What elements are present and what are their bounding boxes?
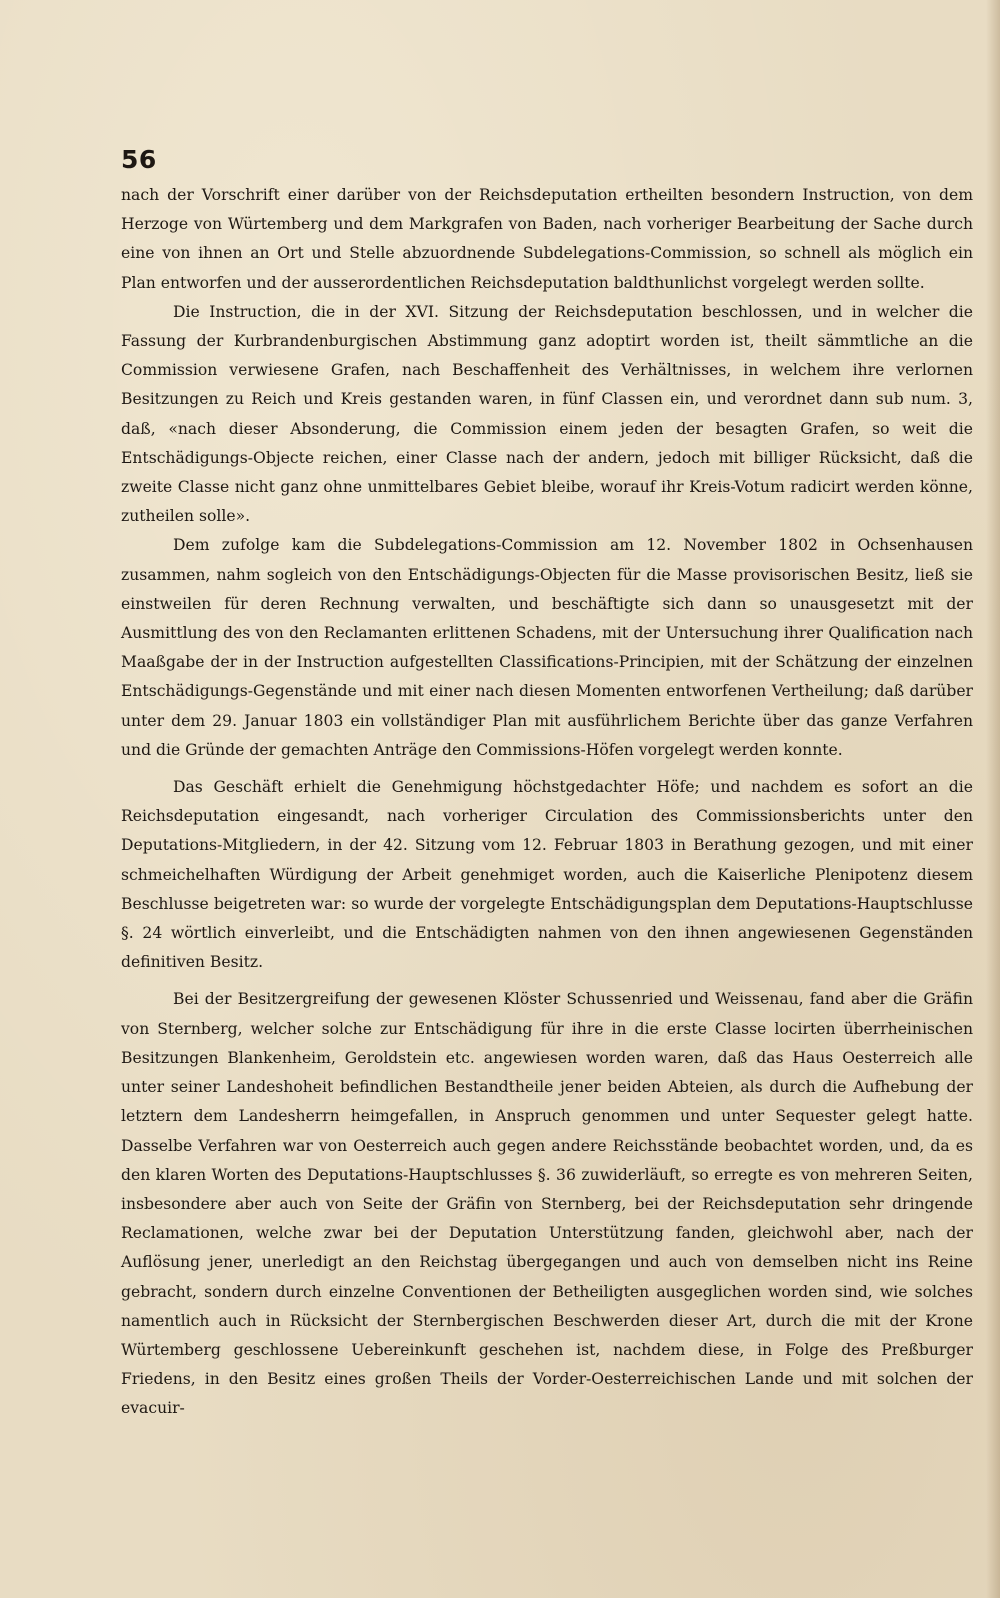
paragraph-continuation: nach der Vorschrift einer darüber von der Reichsdeputation ertheilten besondern Instruction, von dem Herzoge von Würtemberg und dem Markgrafen von Baden, nach vorheriger Bearbeitung der Sache durch eine von ihnen an Ort und Stelle abzuordnende Subdelegations-Commission, so schnell als möglich ein Plan entworfen und der ausserordentlichen Reichsdeputation baldthunlichst vorgelegt werden sollte. — [121, 186, 973, 292]
page-edge-shadow — [986, 0, 1000, 1598]
paragraph-approval: Das Geschäft erhielt die Genehmigung höchstgedachter Höfe; und nachdem es sofort an die Reichsdeputation eingesandt, nach vorheriger Circulation des Commissionsberichts unter den Deputations-Mitgliedern, in der 42. Sitzung vom 12. Februar 1803 in Berathung gezogen, und mit einer schmeichelhaften Würdigung der Arbeit genehmiget worden, auch die Kaiserliche Plenipotenz diesem Beschlusse beigetreten war: so wurde der vorgelegte Entschädigungsplan dem Deputations-Hauptschlusse §. 24 wörtlich einverleibt, und die Entschädigten nahmen von den ihnen angewiesenen Gegenständen definitiven Besitz. — [121, 778, 973, 972]
body-text — [121, 181, 973, 1424]
paragraph-instruction: Die Instruction, die in der XVI. Sitzung der Reichsdeputation beschlossen, und in welcher die Fassung der Kurbrandenburgischen Abstimmung ganz adoptirt worden ist, theilt sämmtliche an die Commission verwiesene Grafen, nach Beschaffenheit des Verhältnisses, in welchem ihre verlornen Besitzungen zu Reich und Kreis gestanden waren, in fünf Classen ein, und verordnet dann sub num. 3, daß, «nach dieser Absonderung, die Commission einem jeden der besagten Grafen, so weit die Entschädigungs-Objecte reichen, einer Classe nach der andern, jedoch mit billiger Rücksicht, daß die zweite Classe nicht ganz ohne unmittelbares Gebiet bleibe, worauf ihr Kreis-Votum radicirt werden könne, zutheilen solle». — [121, 302, 973, 526]
paragraph-possession: Bei der Besitzergreifung der gewesenen Klöster Schussenried und Weissenau, fand aber die Gräfin von Sternberg, welcher solche zur Entschädigung für ihre in die erste Classe locirten überrheinischen Besitzungen Blankenheim, Geroldstein etc. angewiesen worden waren, daß das Haus Oesterreich alle unter seiner Landeshoheit befindlichen Bestandtheile jener beiden Abteien, als durch die Aufhebung der letztern dem Landesherrn heimgefallen, in Anspruch genommen und unter Sequester gelegt hatte. Dasselbe Verfahren war von Oesterreich auch gegen andere Reichsstände beobachtet worden, und, da es den klaren Worten des Deputations-Hauptschlusses §. 36 zuwiderläuft, so erregte es von mehreren Seiten, insbesondere aber auch von Seite der Gräfin von Sternberg, bei der Reichsdeputation sehr dringende Reclamationen, welche zwar bei der Deputation Unterstützung fanden, gleichwohl aber, nach der Auflösung jener, unerledigt an den Reichstag übergegangen und auch von demselben nicht ins Reine gebracht, sondern durch einzelne Conventionen der Betheiligten ausgeglichen worden sind, wie solches namentlich auch in Rücksicht der Sternbergischen Beschwerden dieser Art, durch die mit der Krone Würtemberg geschlossene Uebereinkunft geschehen ist, nachdem diese, in Folge des Preßburger Friedens, in den Besitz eines großen Theils der Vorder-Oesterreichischen Lande und mit solchen der evacuir- — [121, 990, 973, 1418]
paragraph-subdelegation: Dem zufolge kam die Subdelegations-Commission am 12. November 1802 in Ochsenhausen zusammen, nahm sogleich von den Entschädigungs-Objecten für die Masse provisorischen Besitz, ließ sie einstweilen für deren Rechnung verwalten, und beschäftigte sich dann so unausgesetzt mit der Ausmittlung des von den Reclamanten erlittenen Schadens, mit der Untersuchung ihrer Qualification nach Maaßgabe der in der Instruction aufgestellten Classifications-Principien, mit der Schätzung der einzelnen Entschädigungs-Gegenstände und mit einer nach diesen Momenten entworfenen Vertheilung; daß darüber unter dem 29. Januar 1803 ein vollständiger Plan mit ausführlichem Berichte über das ganze Verfahren und die Gründe der gemachten Anträge den Commissions-Höfen vorgelegt werden konnte. — [121, 536, 973, 759]
page-number: 56 — [121, 145, 157, 174]
